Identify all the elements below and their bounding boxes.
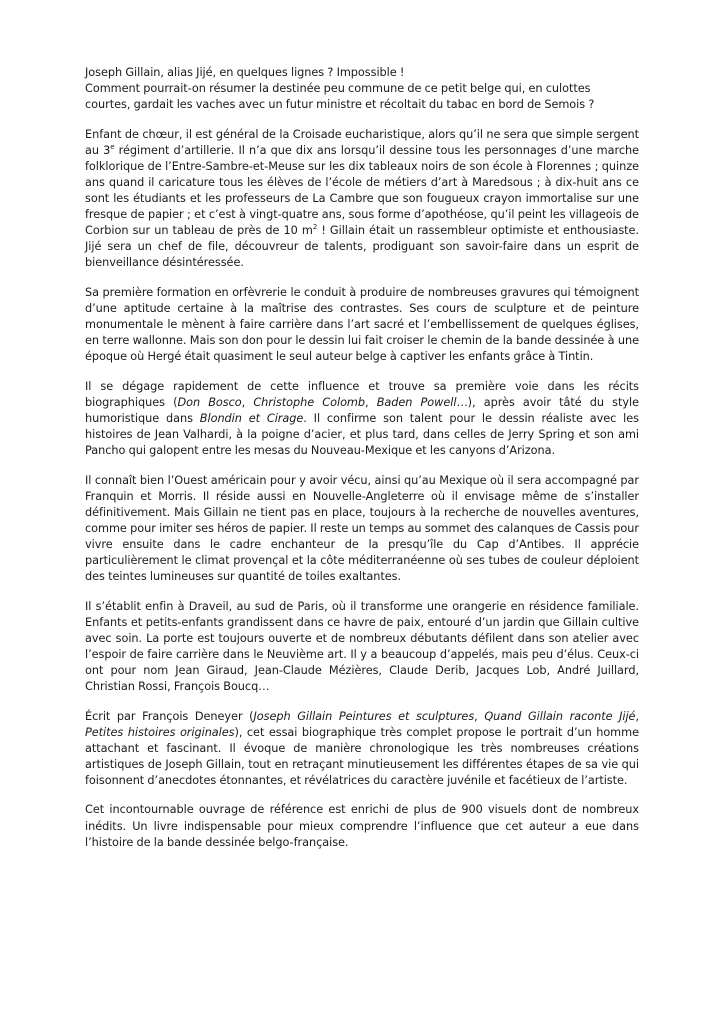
superscript: 2 [312, 223, 318, 232]
italic-title: Joseph Gillain Peintures et sculptures [253, 709, 475, 723]
paragraph-1 [85, 65, 639, 113]
italic-title: Christophe Colomb [253, 395, 366, 409]
superscript: e [110, 143, 115, 151]
italic-title: Blondin et Cirage [199, 411, 304, 425]
text-run: Enfant de chœur, il est général de la Croisade eucharistique, alors qu’il ne sera que simple sergent au 3 [85, 127, 639, 157]
text-run: Sa première formation en orfèvrerie le conduit à produire de nombreuses gravures qui témoignent d’une aptitude certaine à la maîtrise des contrastes. Ses cours de sculpture et de peinture monumentale le mènent à faire carrière dans l’art sacré et l’embellissement de quelques églises, en terre wallonne. Mais son don pour le dessin lui fait croiser le chemin de la bande dessinée à une époque où Hergé était quasiment le seul auteur belge à captiver les enfants grâce à Tintin. [85, 285, 639, 364]
text-run: Cet incontournable ouvrage de référence est enrichi de plus de 900 visuels dont de nombreux inédits. Un livre indispensable pour mieux comprendre l’influence que cet auteur a eue dans l’histoire de la bande dessinée belgo-française. [85, 803, 639, 849]
text-run: . Il confirme son talent pour le dessin réaliste avec les histoires de Jean Valhardi, à la poigne d’acier, et plus tard, dans celles de Jerry Spring et son ami Pancho qui galopent entre les mesas du Nouveau-Mexique et les canyons d’Arizona. [85, 411, 639, 458]
text-run: , [241, 395, 254, 409]
text-run: , [635, 709, 639, 723]
text-run: Comment pourrait-on résumer la destinée peu commune de ce petit belge qui, en culottes courtes, gardait les vaches avec un futur ministre et récoltait du tabac en bord de Semois ? [85, 82, 595, 112]
italic-title: Quand Gillain raconte Jijé [484, 709, 636, 723]
paragraph-6 [85, 599, 639, 696]
text-run: …), après avoir tâté du style humoristique dans [85, 395, 639, 425]
paragraph-8 [85, 802, 639, 850]
italic-title: Don Bosco [177, 395, 242, 409]
text-run: , [474, 709, 485, 723]
text-run: Écrit par François Deneyer ( [85, 709, 254, 723]
paragraph-3 [85, 285, 639, 365]
text-run: Il s’établit enfin à Draveil, au sud de Paris, où il transforme une orangerie en résidence familiale. Enfants et petits-enfants grandissent dans ce havre de paix, entouré d’un jardin que Gillain cultive avec soin. La porte est toujours ouverte et de nombreux débutants défilent dans son atelier avec l’espoir de faire carrière dans le Neuvième art. Il y a beaucoup d’appelés, mais peu d’élus. Ceux-ci ont pour nom Jean Giraud, Jean-Claude Mézières, Claude Derib, Jacques Lob, André Juillard, Christian Rossi, François Boucq… [85, 599, 639, 694]
text-run: Joseph Gillain, alias Jijé, en quelques lignes ? Impossible ! [85, 66, 405, 79]
italic-title: Petites histoires originales [85, 725, 235, 739]
paragraph-7 [85, 709, 639, 789]
paragraph-5 [85, 473, 639, 586]
body-text [85, 65, 639, 851]
text-run: régiment d’artillerie. Il n’a que dix ans lorsqu’il dessine tous les personnages d’une marche folklorique de l’Entre-Sambre-et-Meuse sur les dix tableaux noirs de son école à Florennes ; quinze ans quand il caricature tous les élèves de l’école de métiers d’art à Maredsous ; à dix-huit ans ce sont les étudiants et les professeurs de La Cambre que son fougueux crayon immortalise sur une fresque de papier ; et c’est à vingt-quatre ans, sous forme d’apothéose, qu’il peint les villageois de Corbion sur un tableau de près de 10 m [85, 143, 639, 238]
text-run: Il se dégage rapidement de cette influence et trouve sa première voie dans les récits biographiques ( [85, 379, 639, 409]
text-run: , [365, 395, 377, 409]
text-run: Il connaît bien l’Ouest américain pour y avoir vécu, ainsi qu’au Mexique où il sera accompagné par Franquin et Morris. Il réside aussi en Nouvelle-Angleterre où il envisage même de s’installer définitivement. Mais Gillain ne tient pas en place, toujours à la recherche de nouvelles aventures, comme pour imiter ses héros de papier. Il reste un temps au sommet des calanques de Cassis pour vivre ensuite dans le cadre enchanteur de la presqu’île du Cap d’Antibes. Il apprécie particulièrement le climat provençal et la côte méditerranéenne où ses tubes de couleur déploient des teintes lumineuses sur quantité de toiles exaltantes. [85, 473, 639, 584]
text-run: ), cet essai biographique très complet propose le portrait d’un homme attachant et fascinant. Il évoque de manière chronologique les très nombreuses créations artistiques de Joseph Gillain, tout en retraçant minutieusement les différentes étapes de sa vie qui foisonnent d’anecdotes étonnantes, et révélatrices du caractère juvénile et facétieux de l’artiste. [85, 725, 639, 787]
paragraph-2 [85, 127, 639, 272]
paragraph-4 [85, 379, 639, 459]
text-run: ! Gillain était un rassembleur optimiste et enthousiaste. Jijé sera un chef de file, découvreur de talents, prodiguant son savoir-faire dans un esprit de bienveillance désintéressée. [85, 224, 639, 270]
italic-title: Baden Powell [376, 395, 457, 409]
